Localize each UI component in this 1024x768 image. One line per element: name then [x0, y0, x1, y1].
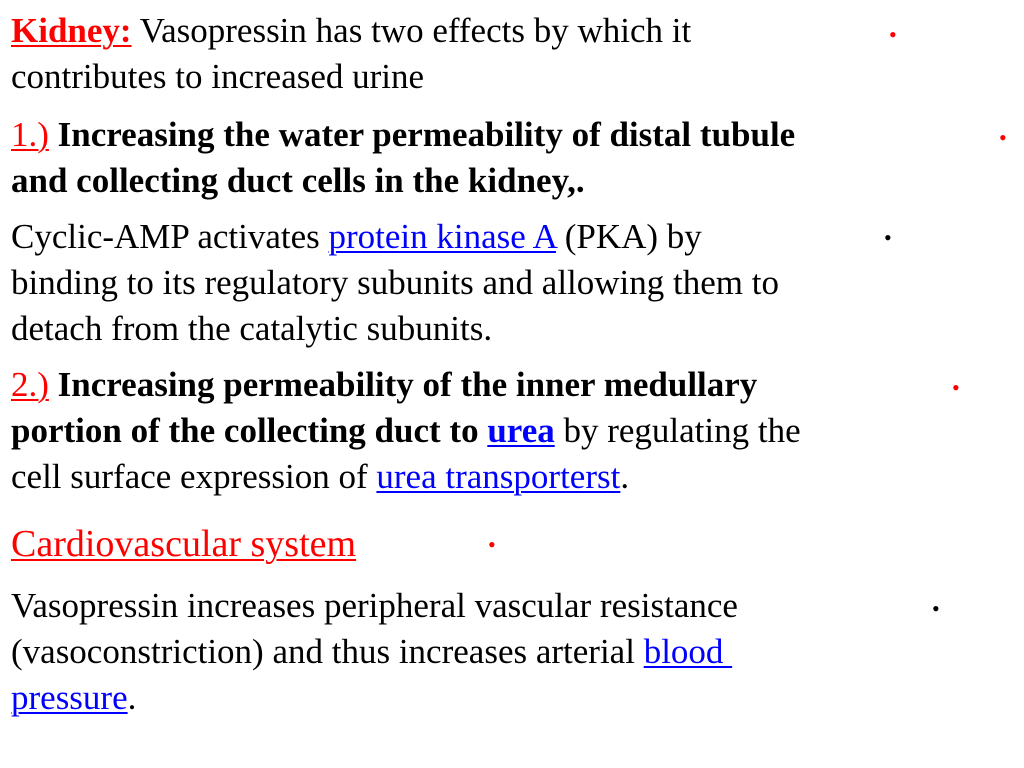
point1-line2-tail: ,. — [567, 161, 585, 200]
point2-bold-line2-prefix: portion of the collecting duct to — [11, 411, 479, 450]
camp-suffix: (PKA) by — [564, 217, 702, 256]
cardio-heading-paragraph — [11, 521, 611, 567]
blood-pressure-link-part1[interactable]: blood — [643, 632, 733, 671]
bullet-icon: • — [999, 125, 1007, 150]
camp-line3: detach from the catalytic subunits. — [11, 309, 493, 348]
point2-number: 2.) — [11, 365, 49, 404]
kidney-paragraph — [11, 8, 911, 100]
urea-link[interactable]: urea — [487, 411, 555, 450]
cardio-end: . — [127, 678, 137, 717]
kidney-heading: Kidney: — [11, 11, 132, 50]
point1-number: 1.) — [11, 115, 49, 154]
bullet-icon: • — [952, 375, 960, 400]
point1-paragraph — [11, 112, 1001, 204]
camp-paragraph — [11, 214, 1001, 352]
bullet-icon: • — [884, 225, 892, 250]
cardio-line2-prefix: (vasoconstriction) and thus increases arterial — [11, 632, 635, 671]
point2-line3-prefix: cell surface expression of — [11, 457, 368, 496]
blood-pressure-link-part2[interactable]: pressure — [11, 678, 128, 717]
urea-transporters-link[interactable]: urea transporterst — [376, 457, 621, 496]
point2-bold-line1: Increasing permeability of the inner medullary — [57, 365, 758, 404]
point2-paragraph — [11, 362, 1001, 500]
cardio-heading: Cardiovascular system — [11, 523, 357, 565]
protein-kinase-a-link[interactable]: protein kinase A — [328, 217, 556, 256]
kidney-intro-line2: contributes to increased urine — [11, 57, 425, 96]
kidney-intro-line1: Vasopressin has two effects by which it — [139, 11, 692, 50]
point2-line3-end: . — [620, 457, 630, 496]
point2-line2-suffix: by regulating the — [563, 411, 801, 450]
cardio-paragraph — [11, 583, 1001, 721]
point1-bold-line2: and collecting duct cells in the kidney — [11, 161, 568, 200]
camp-line2: binding to its regulatory subunits and allowing them to — [11, 263, 779, 302]
bullet-icon: • — [932, 596, 940, 621]
point1-bold-line1: Increasing the water permeability of distal tubule — [57, 115, 796, 154]
camp-prefix: Cyclic-AMP activates — [11, 217, 320, 256]
cardio-line1: Vasopressin increases peripheral vascular resistance — [11, 586, 738, 625]
bullet-icon: • — [889, 22, 897, 47]
bullet-icon: • — [488, 532, 496, 557]
